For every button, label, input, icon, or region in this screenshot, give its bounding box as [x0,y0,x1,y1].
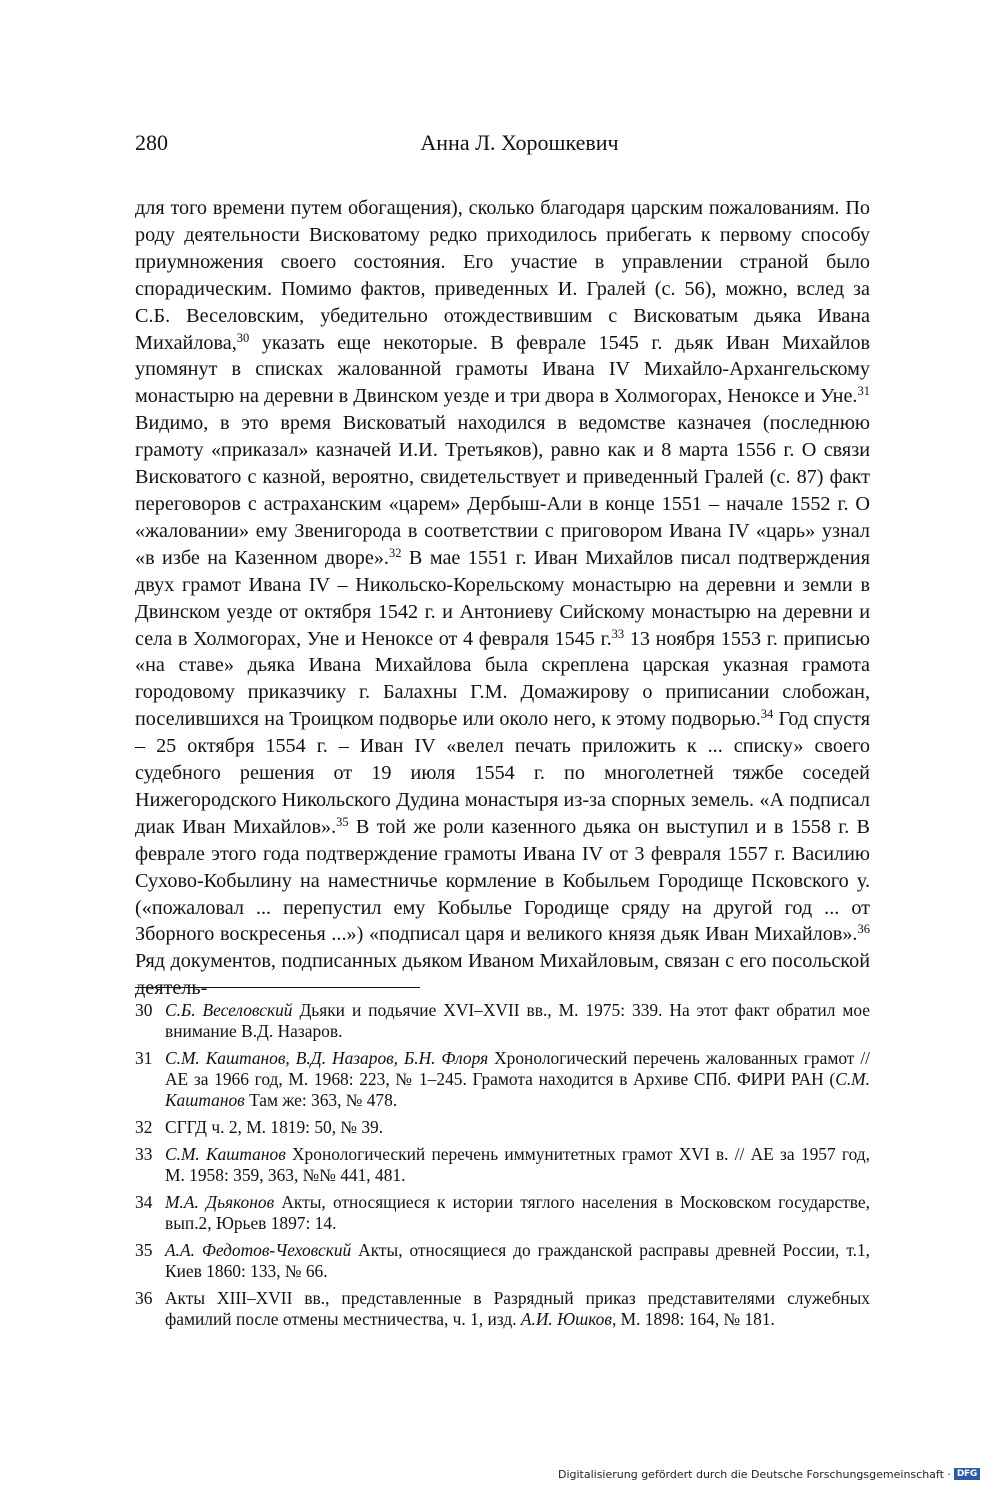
footnote [135,1048,870,1111]
footnote-number: 33 [135,1144,153,1164]
footnote [135,1192,870,1234]
page-number: 280 [135,130,168,155]
footnote-number: 30 [135,1000,153,1020]
footnote-author: А.И. Юшков [520,1309,612,1329]
footnote-segment: Акты, относящиеся к истории тяглого населения в Московском государстве, вып.2, Юрьев 1897: 14. [165,1192,870,1233]
body-text-segment: Ряд документов, подписанных дьяком Иваном Михайловым, связан с его посольской деятель- [135,950,870,1000]
footnote-ref: 36 [857,922,870,937]
credit-text: Digitalisierung gefördert durch die Deutsche Forschungsgemeinschaft · [557,1467,951,1481]
footnote-text [165,1000,870,1042]
footnotes [135,1000,870,1336]
footnote-segment: Акты, относящиеся до гражданской расправы древней России, т.1, Киев 1860: 133, № 66. [165,1240,870,1281]
footnote [135,1144,870,1186]
footnote-author: С.М. Каштанов [165,1069,870,1110]
footnote [135,1240,870,1282]
footnote-text [165,1192,870,1234]
footnote-author: С.М. Каштанов, В.Д. Назаров, Б.Н. Флоря [165,1048,489,1068]
footnote-segment: Хронологический перечень иммунитетных грамот XVI в. // АЕ за 1957 год, М. 1958: 359, 363, №№ 441, 481. [165,1144,871,1185]
footnote-segment: Там же: 363, № 478. [244,1090,398,1110]
footnote-ref: 35 [336,814,349,829]
footnote-ref: 31 [857,384,870,399]
running-title: Анна Л. Хорошкевич [420,130,619,155]
footnote-number: 35 [135,1240,153,1260]
body-text-segment: В мае 1551 г. Иван Михайлов писал подтверждения двух грамот Ивана IV – Никольско-Корельскому монастырю на деревни и земли в Двинском уезде от октября 1542 г. и Антониеву Сийскому монастырю на деревни и села в Холмогорах, Уне и Неноксе от 4 февраля 1545 г. [135,546,870,650]
body-paragraph [135,195,870,1002]
footnote-segment: , М. 1898: 164, № 181. [611,1309,775,1329]
footnote-author: М.А. Дьяконов [165,1192,275,1212]
body-text-segment: Год спустя – 25 октября 1554 г. – Иван IV «велел печать приложить к ... списку» своего судебного решения от 19 июля 1554 г. по многолетней тяжбе соседей Нижегородского Никольского Дудина монастыря из-за спорных земель. «А подписал диак Иван Михайлов». [135,708,870,838]
footnote-ref: 30 [236,330,250,345]
footnote [135,1117,870,1138]
footnote-text [165,1240,870,1282]
page-header [135,130,870,160]
footnote-number: 32 [135,1117,153,1137]
footnote-segment: СГГД ч. 2, М. 1819: 50, № 39. [165,1117,384,1137]
body-text-segment: для того времени путем обогащения), сколько благодаря царским пожалованиям. По роду деятельности Висковатому редко приходилось прибегать к первому способу приумножения своего состояния. Его участие в управлении страной было спорадическим. Помимо фактов, приведенных И. Гралей (с. 56), можно, вслед за С.Б. Веселовским, убедительно отождествившим с Висковатым дьяка Ивана Михайлова, [135,197,870,354]
footnote-number: 34 [135,1192,153,1212]
body-text-segment: указать еще некоторые. В феврале 1545 г. дьяк Иван Михайлов упомянут в списках жалованной грамоты Ивана IV Михайло-Архангельскому монастырю на деревни в Двинском уезде и три двора в Холмогорах, Неноксе и Уне. [135,331,870,408]
footnote-ref: 32 [388,545,402,560]
digitization-credit [558,1465,980,1483]
footnote-segment: Хронологический перечень жалованных грамот // АЕ за 1966 год, М. 1968: 223, № 1–245. Грамота находится в Архиве СПб. ФИРИ РАН ( [165,1048,870,1089]
footnote-author: С.М. Каштанов [165,1144,286,1164]
footnote-number: 36 [135,1288,153,1308]
footnote-text [165,1288,870,1330]
body-text-segment: 13 ноября 1553 г. приписью «на ставе» дьяка Ивана Михайлова была скреплена царская указная грамота городовому приказчику г. Балахны Г.М. Домажирову о приписании слобожан, поселившихся на Троицком подворье или около него, к этому подворью. [135,627,870,731]
footnote [135,1000,870,1042]
footnote-author: А.А. Федотов-Чеховский [165,1240,352,1260]
footnote-ref: 34 [760,707,774,722]
footnote-text [165,1117,870,1138]
footnote-segment: Дьяки и подьячие XVI–XVII вв., М. 1975: 339. На этот факт обратил мое внимание В.Д. Назаров. [165,1000,870,1041]
footnote-number: 31 [135,1048,153,1068]
footnote-ref: 33 [611,626,625,641]
body-text-segment: В той же роли казенного дьяка он выступил и в 1558 г. В феврале этого года подтверждение грамоты Ивана IV от 3 февраля 1557 г. Василию Сухово-Кобылину на наместничье кормление в Кобыльем Городище Псковского у. («пожаловал ... перепустил ему Кобылье Городище сряду на другой год ... от Зборного воскресенья ...») «подписал царя и великого князя дьяк Иван Михайлов». [135,815,870,946]
dfg-logo-icon: DFG [954,1468,980,1480]
body-text-segment: Видимо, в это время Висковатый находился в ведомстве казначея (последнюю грамоту «приказал» казначей И.И. Третьяков), равно как и 8 марта 1556 г. О связи Висковатого с казной, вероятно, свидетельствует и приведенный Гралей (с. 87) факт переговоров с астраханским «царем» Дербыш-Али в конце 1551 – начале 1552 г. О «жаловании» ему Звенигорода в соответствии с приговором Ивана IV «царь» узнал «в избе на Казенном дворе». [135,412,870,569]
footnote-separator [135,987,420,988]
footnote-text [165,1144,870,1186]
footnote-author: С.Б. Веселовский [165,1000,293,1020]
footnote-text [165,1048,870,1111]
footnote-segment: Акты XIII–XVII вв., представленные в Разрядный приказ представителями служебных фамилий после отмены местничества, ч. 1, изд. [165,1288,870,1329]
footnote [135,1288,870,1330]
